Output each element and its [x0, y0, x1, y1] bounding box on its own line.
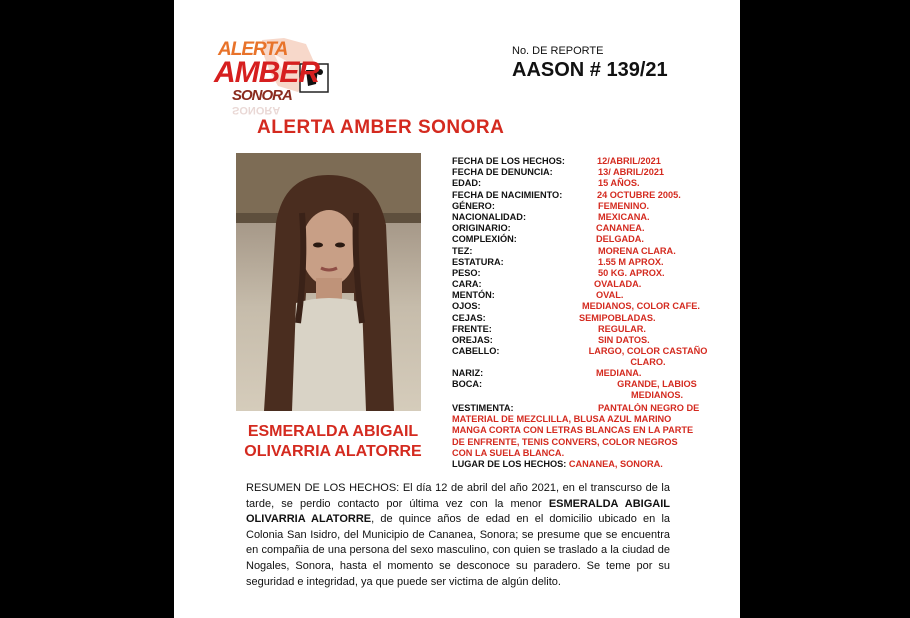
report-number-label: No. DE REPORTE	[512, 45, 604, 57]
detail-row	[452, 178, 714, 189]
detail-row	[452, 223, 714, 234]
detail-value: DELGADA.	[596, 234, 644, 245]
vestimenta-line5: CON LA SUELA BLANCA.	[452, 447, 565, 458]
detail-row	[452, 346, 714, 368]
detail-value: 50 KG. APROX.	[598, 267, 665, 278]
detail-value: 13/ ABRIL/2021	[598, 167, 665, 178]
clothing-description	[452, 403, 714, 470]
report-number: AASON # 139/21	[512, 59, 668, 81]
detail-label: CABELLO:	[452, 346, 500, 357]
detail-value: REGULAR.	[598, 323, 646, 334]
detail-value: MORENA CLARA.	[598, 245, 676, 256]
detail-label: ESTATURA:	[452, 256, 504, 267]
detail-row	[452, 313, 714, 324]
lugar-label: LUGAR DE LOS HECHOS:	[452, 458, 567, 469]
detail-value: CANANEA.	[596, 223, 645, 234]
detail-label: GÉNERO:	[452, 200, 495, 211]
detail-label: EDAD:	[452, 178, 482, 189]
detail-value: GRANDE, LABIOS MEDIANOS.	[617, 379, 697, 401]
detail-row	[452, 301, 714, 312]
detail-value: FEMENINO.	[598, 200, 650, 211]
person-details-table	[452, 156, 714, 401]
alerta-amber-logo	[214, 34, 339, 114]
detail-row	[452, 246, 714, 257]
vestimenta-line3: MANGA CORTA CON LETRAS BLANCAS EN LA PARTE	[452, 425, 694, 436]
vestimenta-line4: DE ENFRENTE, TENIS CONVERS, COLOR NEGROS	[452, 436, 678, 447]
detail-label: OJOS:	[452, 301, 481, 312]
lugar-row	[452, 459, 714, 470]
detail-label: ORIGINARIO:	[452, 223, 511, 234]
logo-amber-text: AMBER	[214, 56, 319, 89]
detail-label: PESO:	[452, 267, 481, 278]
detail-row	[452, 368, 714, 379]
detail-label: MENTÓN:	[452, 290, 495, 301]
summary-rest: , de quince años de edad en el domicilio ubicado en la Colonia San Isidro, del Municipio de Cananea, Sonora; se presume que se encuentra en compañia de una persona del sexo masculino, con quien se traslado a la ciudad de Nogales, Sonora, hasta el momento se desconoce su paradero. Se teme por su seguridad e integridad, ya que puede ser victima de algún delito.	[246, 513, 670, 588]
lugar-value: CANANEA, SONORA.	[568, 458, 663, 469]
detail-label: NACIONALIDAD:	[452, 211, 527, 222]
detail-value: MEXICANA.	[598, 211, 650, 222]
detail-row	[452, 379, 714, 401]
detail-label: BOCA:	[452, 379, 483, 390]
detail-value: 15 AÑOS.	[598, 178, 640, 189]
detail-value: 1.55 M APROX.	[598, 256, 664, 267]
detail-value: 24 OCTUBRE 2005.	[597, 189, 681, 200]
detail-value: SIN DATOS.	[598, 335, 650, 345]
detail-value: MEDIANA.	[596, 368, 642, 379]
vestimenta-label: VESTIMENTA:	[452, 403, 514, 413]
detail-label: CEJAS:	[452, 312, 486, 323]
page-title: ALERTA AMBER SONORA	[257, 117, 505, 138]
detail-label: FRENTE:	[452, 323, 492, 334]
detail-value: SEMIPOBLADAS.	[579, 312, 656, 323]
summary-intro: RESUMEN DE LOS HECHOS: El día 12 de abril del año 2021, en el transcurso de la tarde, se perdio contacto por última vez con la menor	[246, 482, 670, 510]
detail-label: TEZ:	[452, 245, 473, 256]
detail-label: OREJAS:	[452, 335, 493, 345]
logo-reflection: SONORA	[232, 104, 281, 116]
detail-row	[452, 156, 714, 167]
alert-page	[174, 0, 740, 618]
detail-row	[452, 290, 714, 301]
detail-row	[452, 234, 714, 245]
missing-person-photo	[236, 153, 421, 411]
detail-row	[452, 279, 714, 290]
person-name-line2: OLIVARRIA ALATORRE	[244, 443, 422, 460]
detail-label: FECHA DE LOS HECHOS:	[452, 156, 565, 166]
detail-label: CARA:	[452, 279, 482, 290]
detail-row	[452, 201, 714, 212]
detail-label: NARIZ:	[452, 368, 484, 379]
detail-value: 12/ABRIL/2021	[597, 156, 661, 166]
detail-row	[452, 212, 714, 223]
detail-value: MEDIANOS, COLOR CAFE.	[582, 301, 700, 312]
vestimenta-line2: MATERIAL DE MEZCLILLA, BLUSA AZUL MARINO	[452, 414, 672, 425]
incident-summary	[246, 481, 670, 590]
logo-alerta-text: ALERTA	[218, 39, 288, 60]
detail-row	[452, 268, 714, 279]
detail-value: OVAL.	[596, 290, 624, 301]
vestimenta-line1: PANTALÓN NEGRO DE	[598, 403, 700, 413]
person-name-line1: ESMERALDA ABIGAIL	[247, 423, 419, 440]
detail-label: FECHA DE NACIMIENTO:	[452, 189, 563, 200]
detail-label: FECHA DE DENUNCIA:	[452, 167, 553, 178]
detail-row	[452, 257, 714, 268]
detail-value: OVALADA.	[594, 279, 642, 290]
detail-row	[452, 190, 714, 201]
detail-row	[452, 324, 714, 335]
logo-sonora-text: SONORA	[232, 87, 292, 104]
detail-row	[452, 335, 714, 346]
detail-row	[452, 167, 714, 178]
summary-name: ESMERALDA ABIGAIL OLIVARRIA ALATORRE	[246, 497, 670, 526]
detail-label: COMPLEXIÓN:	[452, 234, 517, 245]
detail-value: LARGO, COLOR CASTAÑO CLARO.	[588, 346, 708, 368]
